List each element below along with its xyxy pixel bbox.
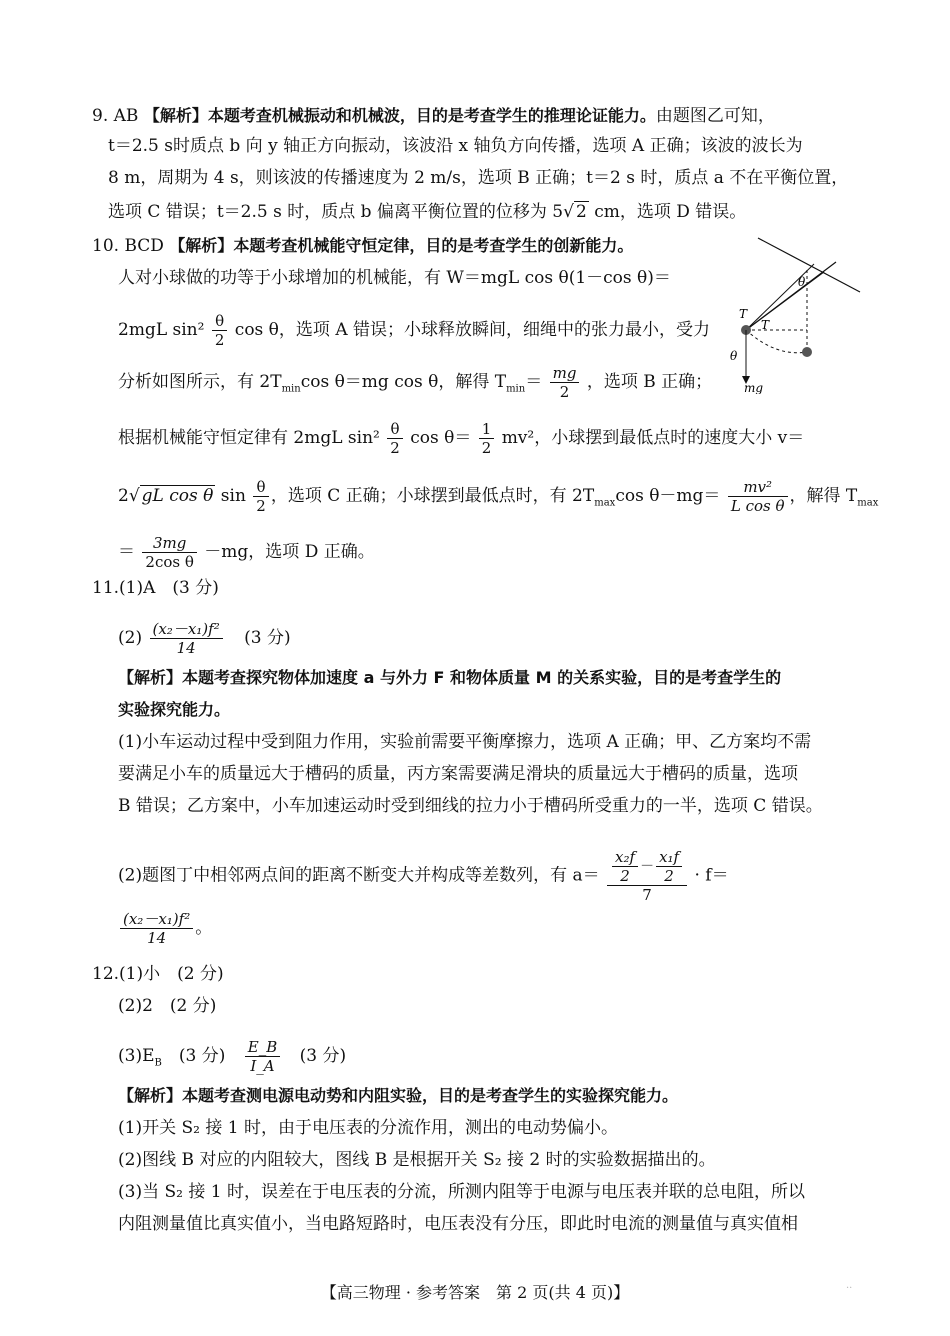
corner-mark: ··: [846, 1283, 853, 1294]
q11-p1: (1)小车运动过程中受到阻力作用，实验前需要平衡摩擦力，选项 A 正确；甲、乙方案均不需: [118, 732, 812, 752]
q10-intro: 本题考查机械能守恒定律，目的是考查学生的创新能力。: [233, 236, 634, 255]
q10-l5b: cos θ＝: [410, 428, 472, 448]
sqrt-symbol: √: [128, 486, 140, 506]
label-T-2: T: [761, 318, 770, 332]
q11-p4b: · f＝: [694, 865, 729, 886]
q10-number: 10. BCD: [92, 236, 164, 256]
fraction: $\frac{\theta}{2}$: [387, 420, 403, 457]
q9-intro: 本题考查机械振动和机械波，目的是考查学生的推理论证能力。: [207, 106, 656, 125]
q10-l3a: 2mgL sin²: [118, 320, 205, 340]
q10-l4b: cos θ＝mg cos θ，解得 T: [300, 372, 507, 392]
sqrt-symbol: √: [563, 202, 574, 222]
q11-p5: [118, 910, 212, 947]
ceiling-line: [758, 238, 860, 292]
q11-p5b: 。: [195, 918, 213, 938]
q12-p1: (1)开关 S₂ 接 1 时，由于电压表的分流作用，测出的电动势偏小。: [118, 1118, 618, 1138]
sub-max-2: max: [857, 497, 879, 509]
q9-line-4: [108, 200, 746, 224]
q12-a3-pre: (3)E: [118, 1046, 155, 1066]
fraction: $\frac{3mg}{\text{2cos θ}}$: [142, 534, 196, 571]
q9-sqrt-value: 2: [575, 202, 587, 222]
fraction: $\frac{mg}{2}$: [550, 364, 580, 401]
q10-l3b: cos θ，选项 A 错误；小球释放瞬间，细绳中的张力最小，受力: [234, 320, 710, 340]
q10-l6e: ，解得 T: [789, 486, 858, 506]
fraction: $\frac{\theta}{2}$: [212, 312, 228, 349]
fraction: $\frac{\text{(x₂－x₁)f²}}{14}$: [120, 910, 193, 947]
q11-line-2: [118, 620, 291, 657]
q12-analysis-line: [118, 1084, 678, 1108]
q9-line-1: [92, 104, 775, 128]
q12-analysis-tag: 【解析】: [118, 1086, 183, 1105]
tension-arrow-2: [746, 264, 814, 330]
q12-a3-score: (3 分): [161, 1046, 226, 1066]
q10-line-4: [118, 364, 712, 401]
label-theta-1: θ: [798, 275, 806, 289]
q12-answer-1: (1)小 (2 分): [119, 964, 224, 984]
sub-min-2: min: [506, 383, 526, 395]
q10-l4d: ，选项 B 正确；: [586, 372, 713, 392]
q11-p3: B 错误；乙方案中，小车加速运动时受到细线的拉力小于槽码所受重力的一半，选项 C 错误。: [118, 796, 823, 816]
q9-analysis-tag: 【解析】: [143, 106, 208, 125]
q12-p3: (3)当 S₂ 接 1 时，误差在于电压表的分流，所测内阻等于电源与电压表并联的总电阻，所以: [118, 1182, 805, 1202]
fraction: $\frac{\theta}{2}$: [253, 478, 269, 515]
q12-p4: 内阻测量值比真实值小，当电路短路时，电压表没有分压，即此时电流的测量值与真实值相: [118, 1214, 798, 1234]
q12-line-3: [118, 1038, 346, 1075]
q9-line-2: t＝2.5 s时质点 b 向 y 轴正方向振动，该波沿 x 轴负方向传播，选项 A 正确；该波的波长为: [108, 136, 803, 156]
q9-number: 9. AB: [92, 106, 139, 126]
fraction: $\frac{E\_B}{I\_A}$: [245, 1038, 280, 1075]
q9-l4a: 选项 C 错误；t＝2.5 s 时，质点 b 偏离平衡位置的位移为 5: [108, 202, 564, 222]
q10-l6c: ，选项 C 正确；小球摆到最低点时，有 2T: [270, 486, 595, 506]
q10-l5c: mv²，小球摆到最低点时的速度大小 v＝: [501, 428, 805, 448]
compound-fraction: $\frac{\text{x₂f}}{2}$ － $\frac{\text{x₁f}}{2}$ 7: [607, 848, 687, 904]
sub-min: min: [281, 383, 301, 395]
q10-l6d: cos θ－mg＝: [615, 486, 721, 506]
sub-max: max: [594, 497, 616, 509]
q12-a3-score2: (3 分): [299, 1046, 347, 1066]
label-T: T: [739, 307, 748, 321]
q11-line-1: [92, 576, 219, 600]
fraction: $\frac{\text{x₂f}}{2}$: [612, 848, 638, 885]
q12-line-2: (2)2 (2 分): [118, 996, 217, 1016]
q11-intro: 本题考查探究物体加速度 a 与外力 F 和物体质量 M 的关系实验，目的是考查学生的: [182, 668, 782, 687]
q10-root: gL cos θ: [141, 486, 214, 506]
q9-line-3: 8 m，周期为 4 s，则该波的传播速度为 2 m/s，选项 B 正确；t＝2 s 时，质点 a 不在平衡位置，: [108, 168, 849, 188]
q10-line-3: [118, 312, 710, 349]
q11-analysis-tag: 【解析】: [118, 668, 183, 687]
q11-number: 11.: [92, 578, 120, 598]
q11-p4a: (2)题图丁中相邻两点间的距离不断变大并构成等差数列，有 a＝: [118, 865, 600, 886]
q10-l6b: sin: [215, 486, 246, 506]
q12-a3-sub: B: [154, 1057, 162, 1069]
q11-analysis-line-1: [118, 666, 781, 690]
label-mg: mg: [744, 381, 764, 394]
fraction: $\frac{\text{mv²}}{\text{L cos θ}}$: [728, 478, 788, 515]
force-diagram: [706, 232, 866, 394]
q10-l4c: ＝: [525, 372, 543, 392]
ball-bottom: [802, 347, 812, 357]
fraction: $\frac{1}{2}$: [479, 420, 495, 457]
q10-l5a: 根据机械能守恒定律有 2mgL sin²: [118, 428, 380, 448]
q11-a2-score: (3 分): [244, 628, 291, 648]
q10-line-1: [92, 234, 633, 258]
q11-analysis-line-2: 实验探究能力。: [118, 700, 231, 719]
q10-l7a: ＝: [118, 542, 135, 562]
q10-line-5: [118, 420, 804, 457]
q10-analysis-tag: 【解析】: [169, 236, 234, 255]
q9-tail: 由题图乙可知，: [655, 106, 775, 126]
label-theta-2: θ: [730, 349, 738, 363]
q12-number: 12.: [92, 964, 120, 984]
q11-p2: 要满足小车的质量远大于槽码的质量，丙方案需要满足滑块的质量远大于槽码的质量，选项: [118, 764, 798, 784]
q10-l6a: 2: [118, 486, 129, 506]
q10-line-7: [118, 534, 375, 571]
q12-intro: 本题考查测电源电动势和内阻实验，目的是考查学生的实验探究能力。: [182, 1086, 679, 1105]
q9-l4c: cm，选项 D 错误。: [588, 202, 747, 222]
q11-answer-1: (1)A (3 分): [119, 578, 219, 598]
page-footer: 【高三物理 · 参考答案 第 2 页(共 4 页)】: [320, 1283, 630, 1302]
q11-a2-pre: (2): [118, 628, 143, 648]
q10-l4a: 分析如图所示，有 2T: [118, 372, 282, 392]
fraction: $\frac{\text{x₁f}}{2}$: [656, 848, 682, 885]
swing-arc: [746, 330, 807, 353]
q12-line-1: [92, 962, 224, 986]
q10-l7b: －mg，选项 D 正确。: [204, 542, 375, 562]
q11-p4: [118, 848, 729, 904]
q10-line-2: 人对小球做的功等于小球增加的机械能，有 W＝mgL cos θ(1－cos θ)＝: [118, 268, 671, 288]
q10-line-6: [118, 478, 878, 515]
q12-p2: (2)图线 B 对应的内阻较大，图线 B 是根据开关 S₂ 接 2 时的实验数据描出的。: [118, 1150, 716, 1170]
tension-arrow-1: [746, 272, 824, 330]
fraction: $\frac{\text{(x₂－x₁)f²}}{14}$: [150, 620, 223, 657]
